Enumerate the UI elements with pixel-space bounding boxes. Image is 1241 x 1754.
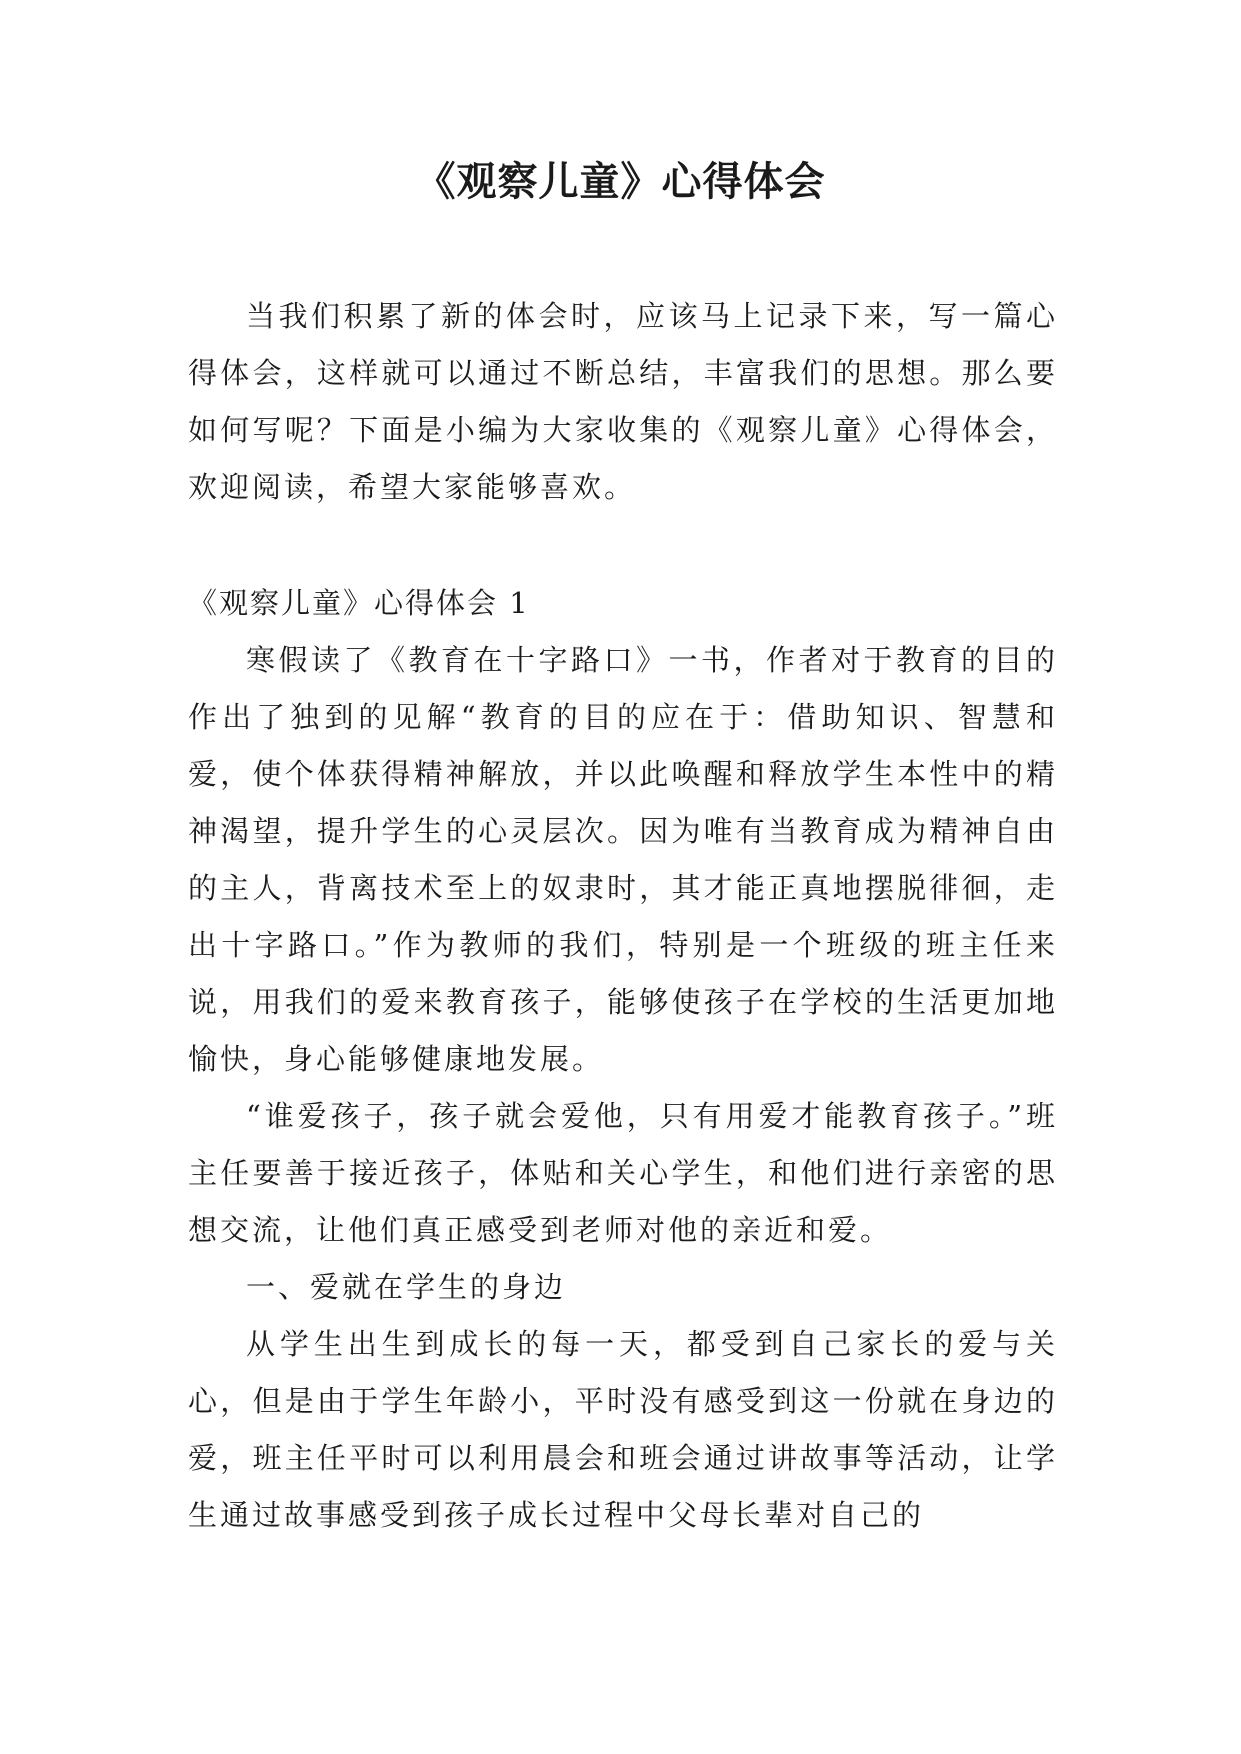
- body-paragraph: 寒假读了《教育在十字路口》一书，作者对于教育的目的作出了独到的见解“教育的目的应在于：借助知识、智慧和爱，使个体获得精神解放，并以此唤醒和释放学生本性中的精神渴望，提升学生的心灵层次。因为唯有当教育成为精神自由的主人，背离技术至上的奴隶时，其才能正真地摆脱徘徊，走出十字路口。”作为教师的我们，特别是一个班级的班主任来说，用我们的爱来教育孩子，能够使孩子在学校的生活更加地愉快，身心能够健康地发展。: [188, 643, 1058, 1076]
- section-heading: 《观察儿童》心得体会 1: [188, 586, 530, 620]
- body-paragraph: 从学生出生到成长的每一天，都受到自己家长的爱与关心，但是由于学生年龄小，平时没有感受到这一份就在身边的爱，班主任平时可以利用晨会和班会通过讲故事等活动，让学生通过故事感受到孩子成长过程中父母长辈对自己的: [188, 1327, 1058, 1532]
- intro-paragraph: 当我们积累了新的体会时，应该马上记录下来，写一篇心得体会，这样就可以通过不断总结，丰富我们的思想。那么要如何写呢？下面是小编为大家收集的《观察儿童》心得体会，欢迎阅读，希望大家能够喜欢。: [188, 299, 1058, 504]
- body-paragraph: “谁爱孩子，孩子就会爱他，只有用爱才能教育孩子。”班主任要善于接近孩子，体贴和关心学生，和他们进行亲密的思想交流，让他们真正感受到老师对他的亲近和爱。: [188, 1099, 1058, 1247]
- section-1: [188, 575, 1058, 1544]
- subheading: 一、爱就在学生的身边: [246, 1270, 567, 1304]
- document-title: 《观察儿童》心得体会: [415, 158, 826, 205]
